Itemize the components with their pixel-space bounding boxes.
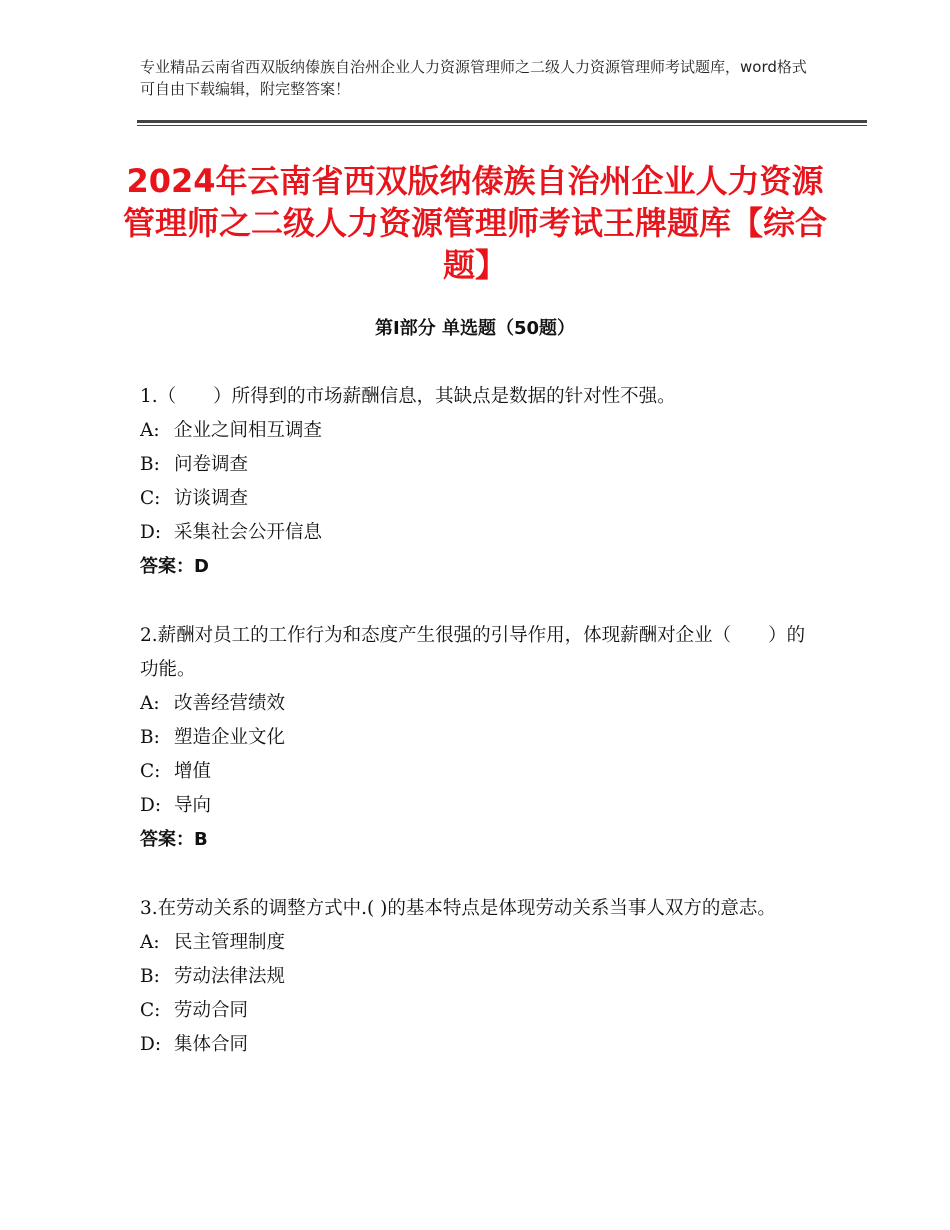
option-b: [140, 721, 810, 755]
question-2: [140, 619, 810, 857]
option-text: 采集社会公开信息: [174, 522, 323, 543]
option-key: D:: [140, 522, 162, 543]
option-key: C:: [140, 488, 161, 509]
option-key: B:: [140, 454, 160, 475]
option-text: 改善经营绩效: [174, 693, 286, 714]
option-text: 劳动合同: [174, 1000, 249, 1021]
question-stem: 2.薪酬对员工的工作行为和态度产生很强的引导作用，体现薪酬对企业（ ）的功能。: [140, 625, 806, 680]
document-title: 2024年云南省西双版纳傣族自治州企业人力资源管理师之二级人力资源管理师考试王牌题库【综合题】: [122, 162, 827, 284]
option-text: 增值: [174, 761, 212, 782]
option-text: 导向: [174, 795, 212, 816]
option-key: B:: [140, 966, 160, 987]
option-key: B:: [140, 727, 160, 748]
header-divider-thick: [137, 120, 867, 123]
option-c: [140, 482, 810, 516]
option-b: [140, 960, 810, 994]
option-d: [140, 1028, 810, 1062]
option-text: 塑造企业文化: [174, 727, 286, 748]
question-stem: 1.（ ）所得到的市场薪酬信息，其缺点是数据的针对性不强。: [140, 386, 676, 407]
option-text: 集体合同: [174, 1034, 249, 1055]
question-3: [140, 892, 810, 1062]
option-a: [140, 926, 810, 960]
option-key: C:: [140, 1000, 161, 1021]
header-note: 专业精品云南省西双版纳傣族自治州企业人力资源管理师之二级人力资源管理师考试题库，word格式可自由下载编辑，附完整答案！: [140, 58, 807, 98]
option-a: [140, 414, 810, 448]
option-c: [140, 755, 810, 789]
option-key: D:: [140, 795, 162, 816]
header-divider-thin: [137, 125, 867, 126]
option-text: 企业之间相互调查: [174, 420, 323, 441]
option-text: 问卷调查: [174, 454, 249, 475]
question-stem: 3.在劳动关系的调整方式中.( )的基本特点是体现劳动关系当事人双方的意志。: [140, 898, 776, 919]
option-text: 劳动法律法规: [174, 966, 286, 987]
option-key: D:: [140, 1034, 162, 1055]
option-key: A:: [140, 693, 160, 714]
option-b: [140, 448, 810, 482]
option-text: 民主管理制度: [174, 932, 286, 953]
option-c: [140, 994, 810, 1028]
answer-line: 答案：D: [140, 556, 209, 577]
option-text: 访谈调查: [174, 488, 249, 509]
question-1: [140, 380, 810, 584]
option-a: [140, 687, 810, 721]
option-key: A:: [140, 932, 160, 953]
answer-line: 答案：B: [140, 829, 208, 850]
section-heading: 第Ⅰ部分 单选题（50题）: [374, 318, 575, 339]
option-key: C:: [140, 761, 161, 782]
option-d: [140, 516, 810, 550]
option-d: [140, 789, 810, 823]
option-key: A:: [140, 420, 160, 441]
